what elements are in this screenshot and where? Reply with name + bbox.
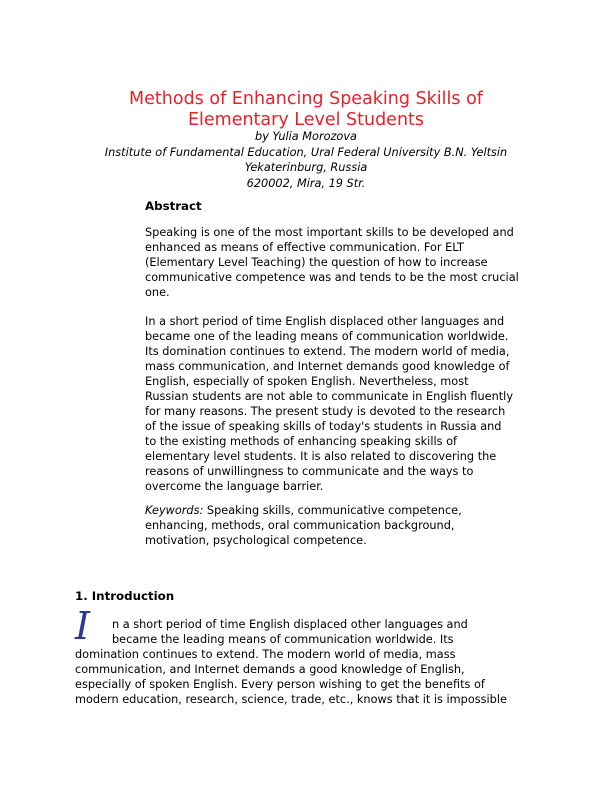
text-line: (Elementary Level Teaching) the question of how to increase (145, 256, 488, 269)
abstract-paragraph-2 (145, 314, 549, 494)
title-line-1: Methods of Enhancing Speaking Skills of (129, 88, 483, 109)
author-block (30, 129, 582, 191)
abstract-heading: Abstract (145, 199, 202, 213)
text-line: enhancing, methods, oral communication background, (145, 519, 455, 532)
text-line: overcome the language barrier. (145, 480, 324, 493)
text-line: reasons of unwillingness to communicate and the ways to (145, 465, 474, 478)
keywords-label: Keywords: (145, 504, 204, 517)
author-byline: by Yulia Morozova (255, 130, 357, 143)
text-line: modern education, research, science, trade, etc., knows that it is impossible (75, 693, 507, 706)
text-line: English, especially of spoken English. Nevertheless, most (145, 375, 469, 388)
text-line: of the issue of speaking skills of today's students in Russia and (145, 420, 502, 433)
text-line: especially of spoken English. Every person wishing to get the benefits of (75, 678, 485, 691)
paper-title (60, 89, 552, 131)
text-line: motivation, psychological competence. (145, 534, 367, 547)
abstract-paragraph-1 (145, 225, 549, 300)
text-line: Russian students are not able to communicate in English fluently (145, 390, 514, 403)
keywords-text: Speaking skills, communicative competence, (203, 504, 462, 517)
text-line: for many reasons. The present study is devoted to the research (145, 405, 506, 418)
drop-cap: I (75, 604, 91, 648)
text-line: Its domination continues to extend. The modern world of media, (145, 345, 510, 358)
text-line: In a short period of time English displaced other languages and (145, 315, 505, 328)
introduction-paragraph (75, 617, 545, 707)
author-city: Yekaterinburg, Russia (244, 161, 368, 174)
text-line: to the existing methods of enhancing speaking skills of (145, 435, 457, 448)
author-address: 620002, Mira, 19 Str. (246, 176, 366, 190)
introduction-heading: 1. Introduction (75, 589, 175, 603)
text-line: became the leading means of communication worldwide. Its (112, 633, 454, 646)
text-line: communicative competence was and tends to be the most crucial (145, 271, 519, 284)
keywords-paragraph (145, 503, 549, 548)
text-line: mass communication, and Internet demands good knowledge of (145, 360, 510, 373)
text-line: elementary level students. It is also related to discovering the (145, 450, 497, 463)
text-line: Speaking is one of the most important skills to be developed and (145, 226, 514, 239)
title-line-2: Elementary Level Students (187, 109, 425, 130)
author-institute: Institute of Fundamental Education, Ural Federal University B.N. Yeltsin (104, 145, 508, 159)
text-line: communication, and Internet demands a good knowledge of English, (75, 663, 465, 676)
text-line: became one of the leading means of communication worldwide. (145, 330, 509, 343)
text-line: enhanced as means of effective communication. For ELT (145, 241, 464, 254)
text-line: n a short period of time English displaced other languages and (112, 618, 468, 631)
text-line: domination continues to extend. The modern world of media, mass (75, 648, 456, 661)
text-line: one. (145, 286, 170, 299)
text-line (145, 503, 549, 518)
